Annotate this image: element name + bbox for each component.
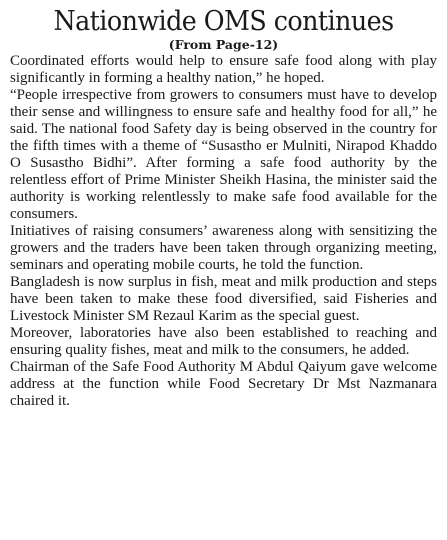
article-paragraph-3: Initiatives of raising consumers’ awareness along with sensitizing the growers and the traders have been taken through organizing meeting, seminars and operating mobile courts, he told the function. [10, 223, 437, 273]
article-paragraph-1: Coordinated efforts would help to ensure safe food along with play significantly in forming a healthy nation,” he hoped. [10, 53, 437, 86]
article-paragraph-6: Chairman of the Safe Food Authority M Abdul Qaiyum gave welcome address at the function while Food Secretary Dr Mst Nazmanara chaired it. [10, 359, 437, 409]
article-headline: Nationwide OMS continues [53, 6, 394, 37]
article-paragraph-5: Moreover, laboratories have also been established to reaching and ensuring quality fishes, meat and milk to the consumers, he added. [10, 325, 437, 358]
article-paragraph-2: “People irrespective from growers to consumers must have to develop their sense and willingness to ensure safe and healthy food for all,” he said. The national food Safety day is being observed in the country for the fifth times with a theme of “Susastho er Mulniti, Nirapod Khaddo O Susastho Bidhi”. After forming a safe food authority by the relentless effort of Prime Minister Sheikh Hasina, the minister said the authority is working relentlessly to make safe food available for the consumers. [10, 87, 437, 222]
page-continuation-note: (From Page-12) [168, 37, 279, 52]
article-paragraph-4: Bangladesh is now surplus in fish, meat and milk production and steps have been taken to make these food diversified, said Fisheries and Livestock Minister SM Rezaul Karim as the special guest. [10, 274, 437, 324]
